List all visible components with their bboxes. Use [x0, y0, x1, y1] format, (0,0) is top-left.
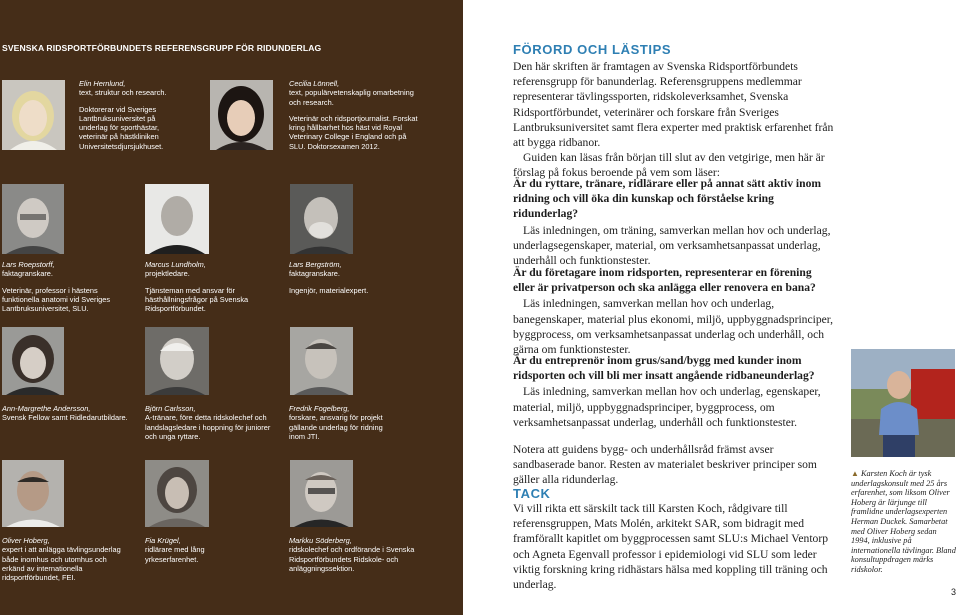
caption-lars-roepstorff [2, 260, 130, 313]
question-rider: Är du ryttare, tränare, ridlärare eller på annat sätt aktiv inom ridning och vill öka din kunskap och förståelse kring ridunderlag? [513, 177, 822, 221]
page-number: 3 [950, 587, 956, 597]
triangle-icon: ▲ [851, 469, 859, 478]
question-contractor: Är du entreprenör inom grus/sand/bygg med kunder inom ridsporten och vill bli mer insatt angående ridbaneunderlag? [513, 354, 815, 383]
portrait-ann-margrethe-andersson [2, 327, 64, 395]
intro-text [513, 59, 835, 181]
caption-marcus-lundholm [145, 260, 275, 313]
portrait-image [210, 80, 273, 150]
karsten-koch-photo [851, 349, 955, 457]
caption-oliver-hoberg [2, 536, 126, 582]
person-role: text, populärvetenskaplig omarbetning och research. [289, 88, 414, 107]
intro-paragraph: Den här skriften är framtagen av Svenska Ridsportförbundets referensgrupp för banunderlag. Referensgruppens medlemmar representerar tävlingssporten, ridskoleverksamhet, Svenska Ridsportförbundet, veterinärer och forskare från Sveriges Lantbruksuniversitet samt flera experter med praktisk erfarenhet från att bygga ridbanor. [513, 60, 834, 150]
person-name: Fredrik Fogelberg, [289, 404, 350, 413]
caption-bjorn-carlsson [145, 404, 275, 441]
person-name: Lars Bergström, [289, 260, 342, 269]
karsten-koch-image [851, 349, 955, 457]
right-panel [463, 0, 960, 615]
person-name: Fia Krügel, [145, 536, 181, 545]
person-role: projektledare. [145, 269, 190, 279]
tack-heading: TACK [513, 486, 551, 501]
portrait-image [2, 327, 64, 395]
caption-elin-hernlund [79, 79, 186, 151]
tack-paragraph: Vi vill rikta ett särskilt tack till Karsten Koch, rådgivare till referensgruppen, Mats Molén, arkitekt SAR, som bidragit med framförallt kapitlet om byggprocessen samt SLU:s Michael Ventorp och Agneta Egenvall professor i epidemiologi vid SLU som leder viktig forskning kring ridhästars hälsa med koppling till träning och underlag. [513, 502, 829, 592]
portrait-markku-soderberg [290, 460, 353, 527]
caption-cecilia-lonnell [289, 79, 424, 151]
caption-fia-krugel [145, 536, 255, 564]
portrait-image [2, 184, 64, 254]
portrait-fredrik-fogelberg [290, 327, 353, 395]
person-description: Veterinär och ridsportjournalist. Forskat kring hållbarhet hos häst vid Royal Veterinary College i England och på SLU. Doktorsexamen 2012. [289, 113, 418, 151]
person-name: Elin Hernlund, [79, 79, 126, 88]
guide-paragraph: Guiden kan läsas från början till slut av den vetgirige, men här är förslag på fokus beroende på vem som läser: [513, 151, 825, 180]
portrait-image [290, 184, 353, 254]
portrait-image [290, 460, 353, 527]
person-role: text, struktur och research. [79, 88, 167, 98]
reader-section-owner [513, 265, 835, 357]
answer-rider: Läs inledningen, om träning, samverkan mellan hov och underlag, underlagsegenskaper, material, om verksamhetsanpassat underlag, underhåll och funktionstester. [513, 223, 831, 268]
person-role: faktagranskare. [2, 269, 53, 279]
portrait-bjorn-carlsson [145, 327, 209, 395]
person-role: expert i att anlägga tävlingsunderlag både inomhus och utomhus och erkänd av internationella ridsportförbundet, FEI. [2, 545, 121, 583]
person-name: Marcus Lundholm, [145, 260, 206, 269]
portrait-image [145, 184, 209, 254]
portrait-image [145, 327, 209, 395]
portrait-image [145, 460, 209, 527]
person-role: faktagranskare. [289, 269, 340, 279]
person-name: Cecilia Lönnell, [289, 79, 340, 88]
tack-section [513, 501, 835, 592]
answer-owner: Läs inledningen, samverkan mellan hov och underlag, banegenskaper, material plus ekonomi, miljö, uppbyggnadsprinciper, byggprocess, om verksamhetsanpassat underlag och underhåll, och gärna om funktionstester. [513, 297, 834, 357]
person-name: Oliver Hoberg, [2, 536, 50, 545]
person-role: Svensk Fellow samt Ridledarutbildare. [2, 413, 128, 423]
reader-section-contractor [513, 353, 835, 430]
portrait-cecilia-lonnell [210, 80, 273, 150]
person-name: Lars Roepstorff, [2, 260, 55, 269]
person-role: ridskolechef och ordförande i Svenska Ridsportförbundets Ridskole- och anläggningssektion. [289, 545, 415, 573]
person-description: Ingenjör, materialexpert. [289, 285, 369, 295]
portrait-lars-bergstrom [290, 184, 353, 254]
caption-ann-margrethe-andersson [2, 404, 130, 423]
portrait-oliver-hoberg [2, 460, 64, 527]
person-name: Markku Söderberg, [289, 536, 352, 545]
question-owner: Är du företagare inom ridsporten, representerar en förening eller är privatperson och ska anlägga eller renovera en bana? [513, 266, 816, 295]
portrait-fia-krugel [145, 460, 209, 527]
caption-fredrik-fogelberg [289, 404, 399, 441]
group-header: SVENSKA RIDSPORTFÖRBUNDETS REFERENSGRUPP FÖR RIDUNDERLAG [2, 43, 322, 53]
person-description: Veterinär, professor i hästens funktionella anatomi vid Sveriges Lantbruksuniversitet, SLU. [2, 285, 111, 314]
person-name: Ann-Margrethe Andersson, [2, 404, 91, 413]
answer-contractor: Läs inledning, samverkan mellan hov och underlag, egenskaper, material, miljö, uppbyggnadsprinciper, byggprocess, om verksamhetsanpassat underlag, underhåll och funktionstester. [513, 385, 821, 429]
person-role: A-tränare, före detta ridskolechef och landslagsledare i hoppning för juniorer och unga ryttare. [145, 413, 271, 441]
figure-caption [851, 469, 957, 575]
caption-lars-bergstrom [289, 260, 419, 295]
person-description: Doktorerar vid Sveriges Lantbruksuniversitet på underlag för sporthästar, veterinär på hästkliniken Universitetsdjursjukhuset. [79, 104, 164, 151]
figure-caption-text: Karsten Koch är tysk underlagskonsult med 25 års erfarenhet, som liksom Oliver Hoberg är lärjunge till framlidne underlagsexperten Herman Duckek. Samarbetat med Oliver Hoberg sedan 1994, inklusive på internationella tävlingar. Bland konsultuppdragen märks ridskolor. [851, 469, 956, 574]
person-role: ridlärare med lång yrkeserfarenhet. [145, 545, 205, 564]
reader-section-rider [513, 176, 835, 268]
portrait-marcus-lundholm [145, 184, 209, 254]
caption-markku-soderberg [289, 536, 415, 573]
portrait-image [2, 80, 65, 150]
portrait-lars-roepstorff [2, 184, 64, 254]
note-section [513, 442, 835, 488]
forord-heading: FÖRORD OCH LÄSTIPS [513, 42, 672, 57]
left-panel [0, 0, 463, 615]
person-name: Björn Carlsson, [145, 404, 196, 413]
person-role: forskare, ansvarig för projekt gällande underlag för ridning inom JTI. [289, 413, 383, 441]
portrait-image [2, 460, 64, 527]
portrait-image [290, 327, 353, 395]
note-paragraph: Notera att guidens bygg- och underhållsråd främst avser sandbaserade banor. Resten av materialet beskriver principer som gäller alla ridunderlag. [513, 443, 817, 487]
portrait-elin-hernlund [2, 80, 65, 150]
person-description: Tjänsteman med ansvar för hästhållningsfrågor på Svenska Ridsportförbundet. [145, 285, 249, 314]
